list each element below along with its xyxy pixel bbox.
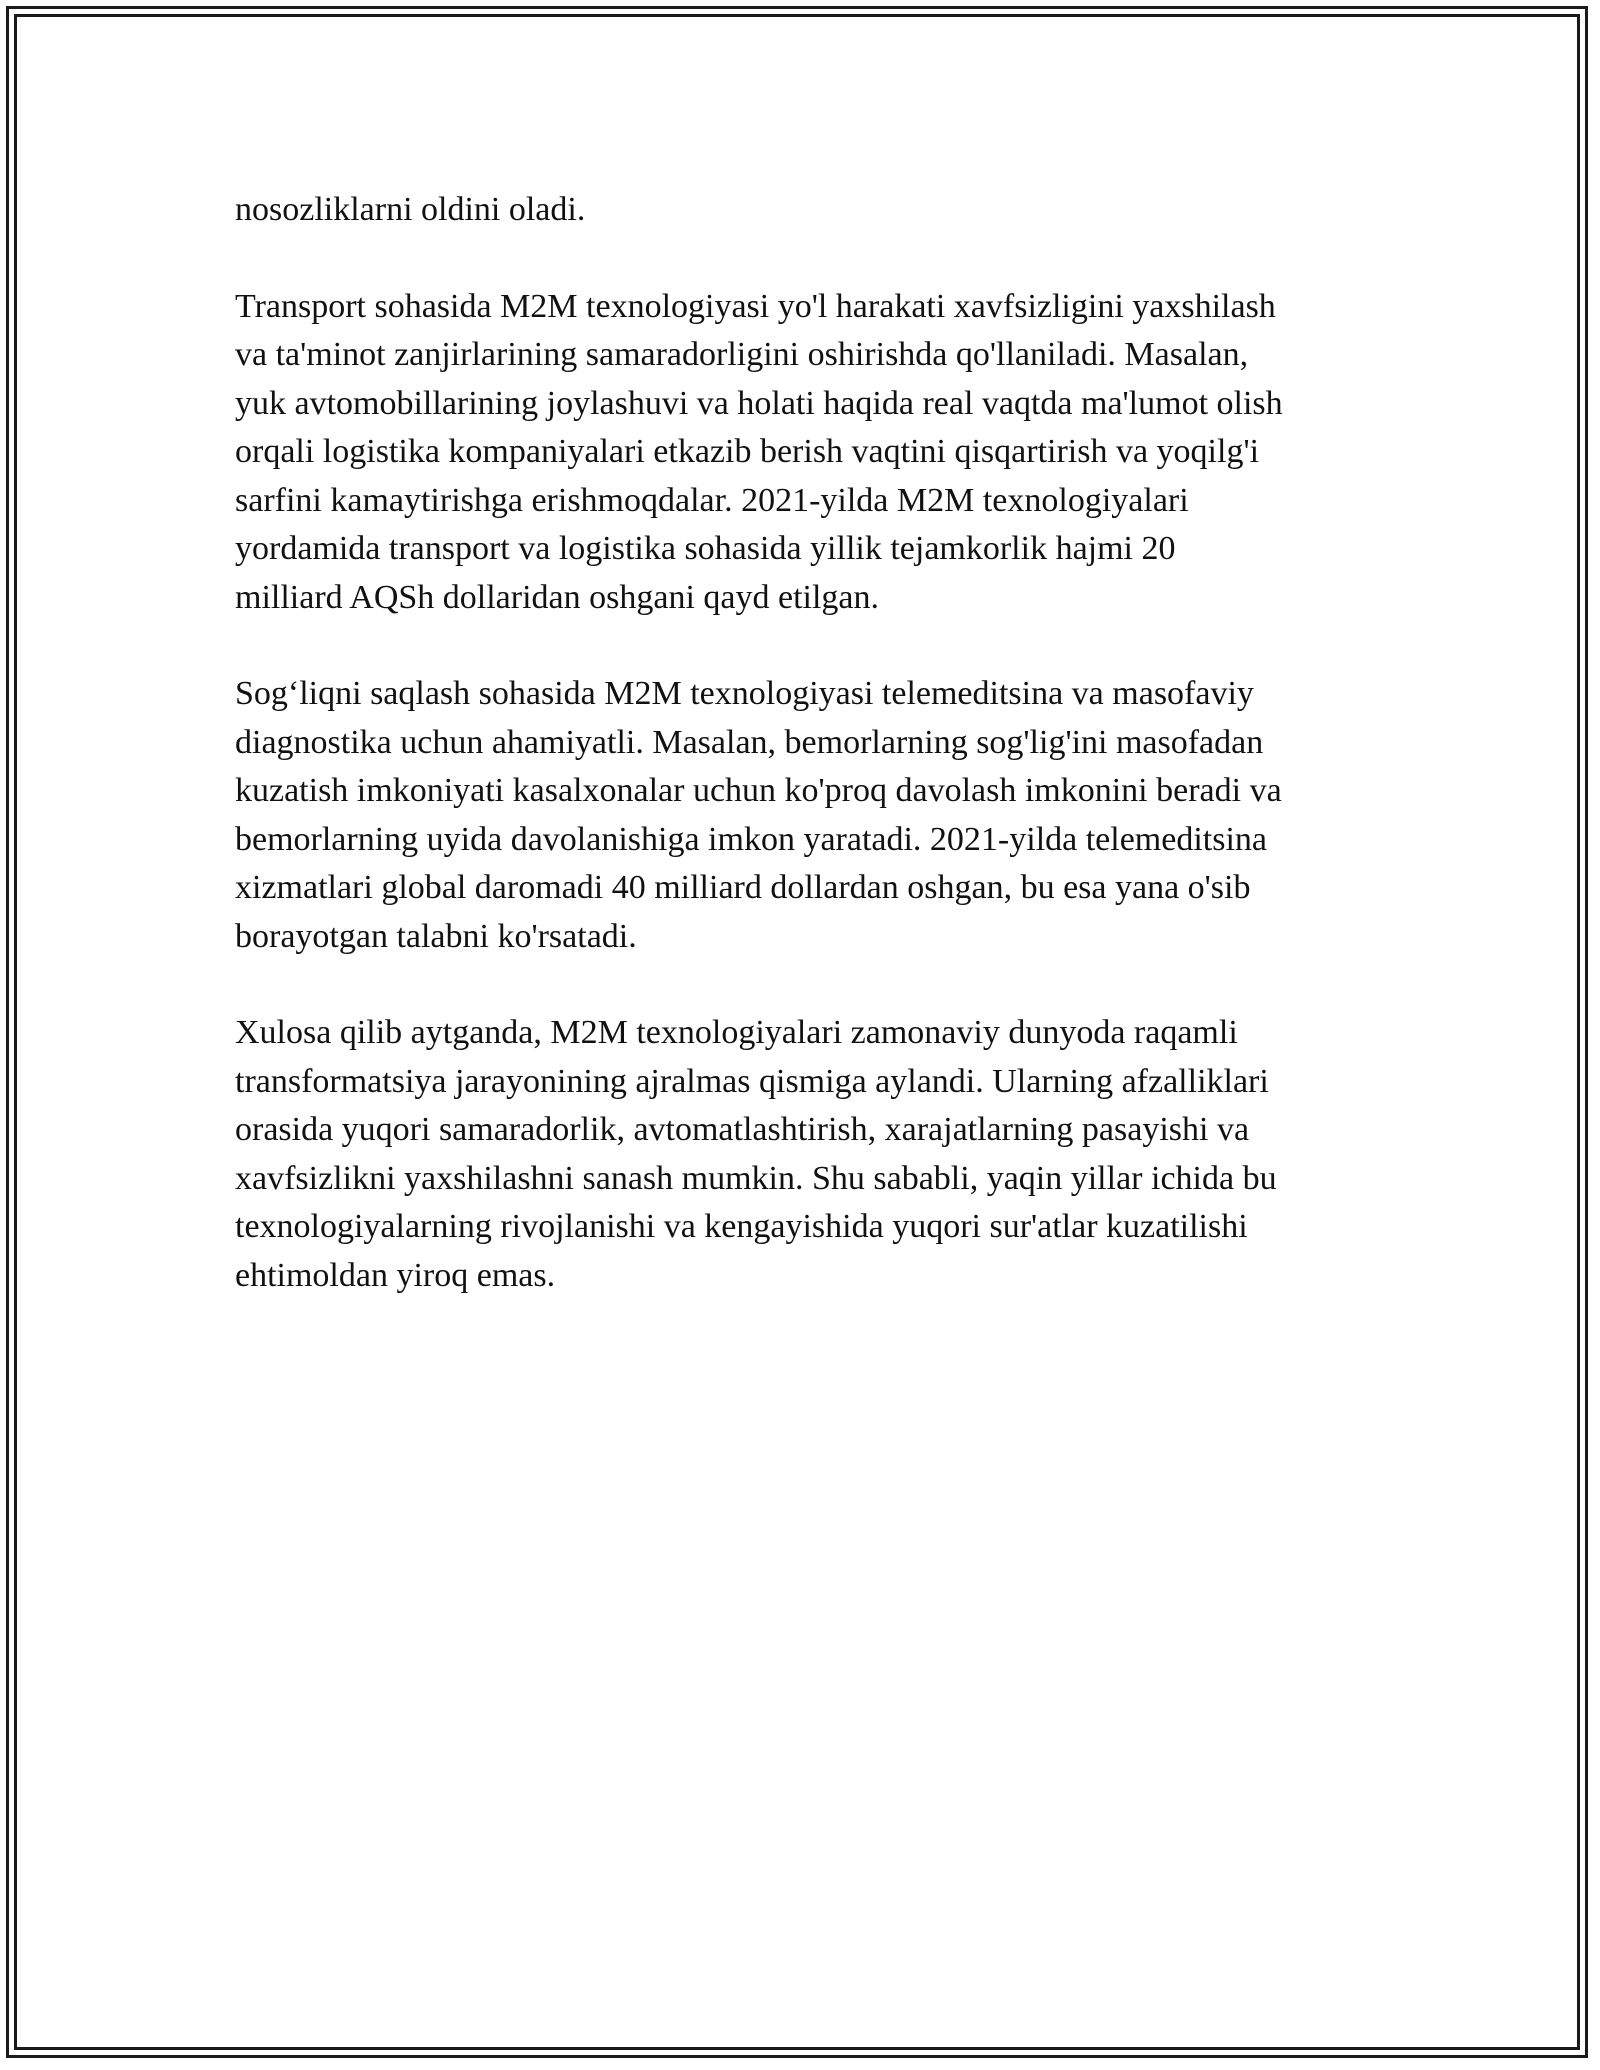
text-line: bemorlarning uyida davolanishiga imkon yaratadi. 2021-yilda telemeditsina (235, 820, 1268, 858)
text-line: xizmatlari global daromadi 40 milliard dollardan oshgan, bu esa yana o'sib (235, 869, 1251, 906)
text-line: yordamida transport va logistika sohasida yillik tejamkorlik hajmi 20 (235, 530, 1176, 567)
text-line: borayotgan talabni ko'rsatadi. (235, 917, 637, 955)
text-line: diagnostika uchun ahamiyatli. Masalan, bemorlarning sog'lig'ini masofadan (235, 723, 1264, 761)
text-line: kuzatish imkoniyati kasalxonalar uchun ko'proq davolash imkonini beradi va (235, 772, 1282, 809)
paragraph-conclusion (235, 1009, 1375, 1300)
paragraph-continuation (235, 186, 1375, 235)
text-line: Sog‘liqni saqlash sohasida M2M texnologiyasi telemeditsina va masofaviy (235, 675, 1254, 712)
text-line: orasida yuqori samaradorlik, avtomatlashtirish, xarajatlarning pasayishi va (235, 1111, 1250, 1148)
text-line: transformatsiya jarayonining ajralmas qismiga aylandi. Ularning afzalliklari (235, 1062, 1269, 1100)
text-line: xavfsizlikni yaxshilashni sanash mumkin. Shu sababli, yaqin yillar ichida bu (235, 1159, 1277, 1197)
text-line: yuk avtomobillarining joylashuvi va holati haqida real vaqtda ma'lumot olish (235, 384, 1283, 422)
text-line: Xulosa qilib aytganda, M2M texnologiyalari zamonaviy dunyoda raqamli (235, 1014, 1238, 1051)
document-body (235, 186, 1375, 1348)
text-line: milliard AQSh dollaridan oshgani qayd etilgan. (235, 578, 880, 616)
text-line: orqali logistika kompaniyalari etkazib berish vaqtini qisqartirish va yoqilg'i (235, 433, 1260, 470)
text-line: ehtimoldan yiroq emas. (235, 1256, 556, 1294)
text-line: texnologiyalarning rivojlanishi va kengayishida yuqori sur'atlar kuzatilishi (235, 1208, 1248, 1245)
text-line: va ta'minot zanjirlarining samaradorligini oshirishda qo'llaniladi. Masalan, (235, 336, 1249, 373)
paragraph-healthcare (235, 670, 1375, 961)
text-line: nosozliklarni oldini oladi. (235, 191, 586, 228)
paragraph-transport (235, 283, 1375, 623)
text-line: sarfini kamaytirishga erishmoqdalar. 2021-yilda M2M texnologiyalari (235, 481, 1189, 519)
text-line: Transport sohasida M2M texnologiyasi yo'l harakati xavfsizligini yaxshilash (235, 287, 1276, 325)
